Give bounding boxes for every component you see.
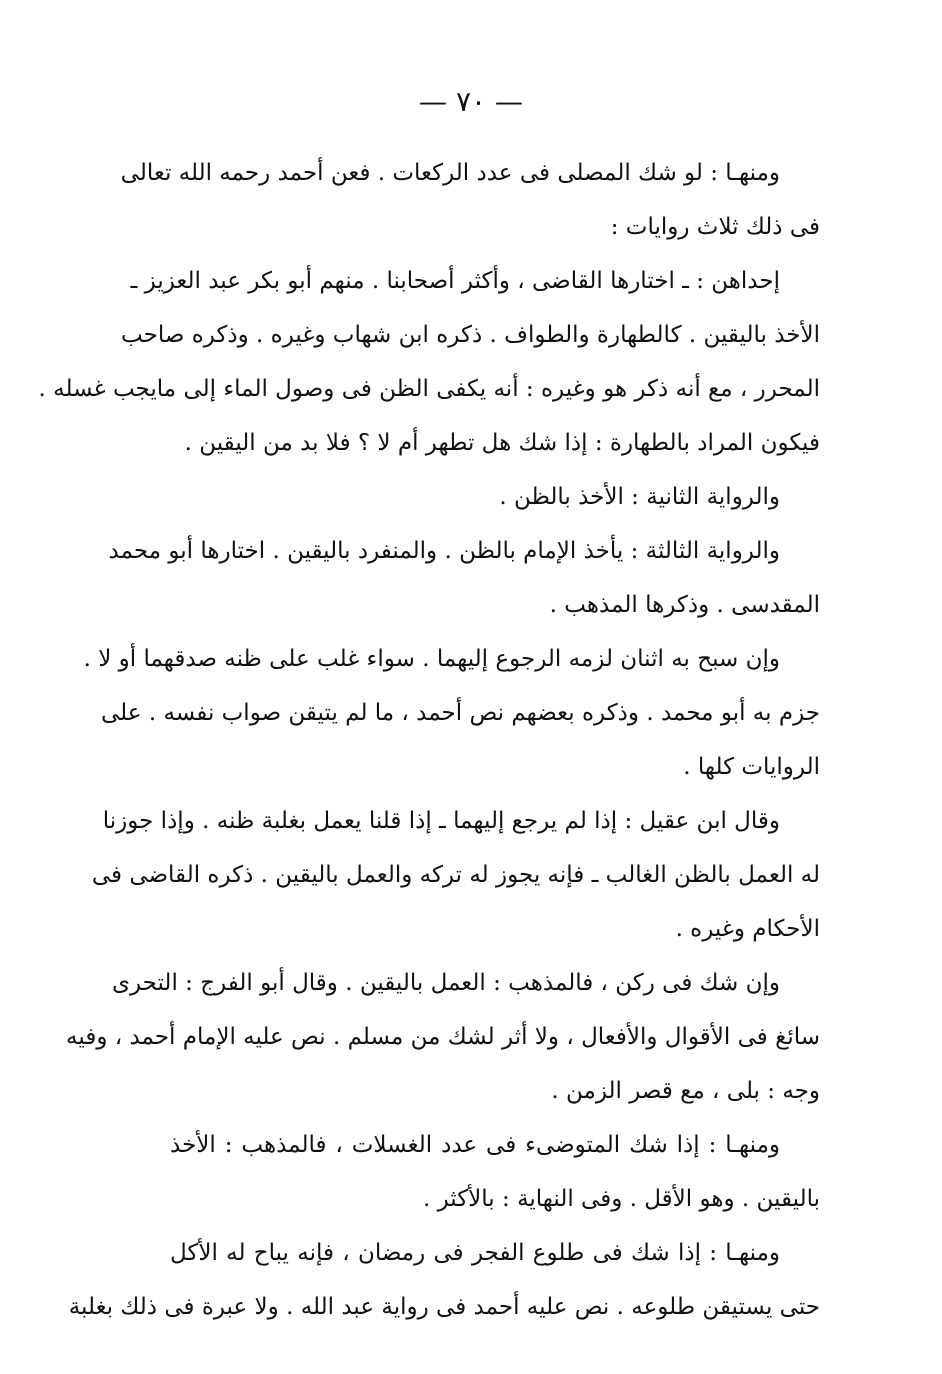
text-line: ومنهـا : إذا شك فى طلوع الفجر فى رمضان ، فإنه يباح له الأكل [170, 1240, 780, 1266]
text-line: والرواية الثالثة : يأخذ الإمام بالظن . والمنفرد باليقين . اختارها أبو محمد [108, 538, 780, 564]
text-line: المقدسى . وذكرها المذهب . [549, 592, 820, 618]
text-line: الأخذ باليقين . كالطهارة والطواف . ذكره ابن شهاب وغيره . وذكره صاحب [121, 322, 820, 348]
text-line: حتى يستيقن طلوعه . نص عليه أحمد فى رواية عبد الله . ولا عبرة فى ذلك بغلبة [68, 1294, 820, 1320]
text-line: فى ذلك ثلاث روايات : [610, 214, 820, 240]
text-line: جزم به أبو محمد . وذكره بعضهم نص أحمد ، ما لم يتيقن صواب نفسه . على [101, 700, 820, 726]
text-line: وإن شك فى ركن ، فالمذهب : العمل باليقين . وقال أبو الفرج : التحرى [111, 970, 780, 996]
text-line: والرواية الثانية : الأخذ بالظن . [499, 484, 780, 510]
text-line: إحداهن : ـ اختارها القاضى ، وأكثر أصحابنا . منهم أبو بكر عبد العزيز ـ [130, 268, 780, 294]
page-number: — ٧٠ — [419, 85, 523, 118]
text-line: باليقين . وهو الأقل . وفى النهاية : بالأكثر . [422, 1186, 820, 1212]
text-line: الروايات كلها . [683, 754, 820, 780]
text-line: ومنهـا : إذا شك المتوضىء فى عدد الغسلات ، فالمذهب : الأخذ [170, 1132, 781, 1158]
text-line: ومنهـا : لو شك المصلى فى عدد الركعات . فعن أحمد رحمه الله تعالى [120, 160, 780, 186]
body-text [38, 146, 820, 1334]
text-line: فيكون المراد بالطهارة : إذا شك هل تطهر أم لا ؟ فلا بد من اليقين . [184, 430, 820, 456]
text-line: وجه : بلى ، مع قصر الزمن . [551, 1078, 820, 1104]
text-line: المحرر ، مع أنه ذكر هو وغيره : أنه يكفى الظن فى وصول الماء إلى مايجب غسله . [38, 376, 820, 402]
text-line: وإن سبح به اثنان لزمه الرجوع إليهما . سواء غلب على ظنه صدقهما أو لا . [83, 646, 780, 672]
text-line: له العمل بالظن الغالب ـ فإنه يجوز له تركه والعمل باليقين . ذكره القاضى فى [91, 862, 820, 888]
text-line: الأحكام وغيره . [675, 916, 820, 942]
text-line: سائغ فى الأقوال والأفعال ، ولا أثر لشك من مسلم . نص عليه الإمام أحمد ، وفيه [66, 1024, 820, 1050]
text-line: وقال ابن عقيل : إذا لم يرجع إليهما ـ إذا قلنا يعمل بغلبة ظنه . وإذا جوزنا [102, 808, 780, 834]
